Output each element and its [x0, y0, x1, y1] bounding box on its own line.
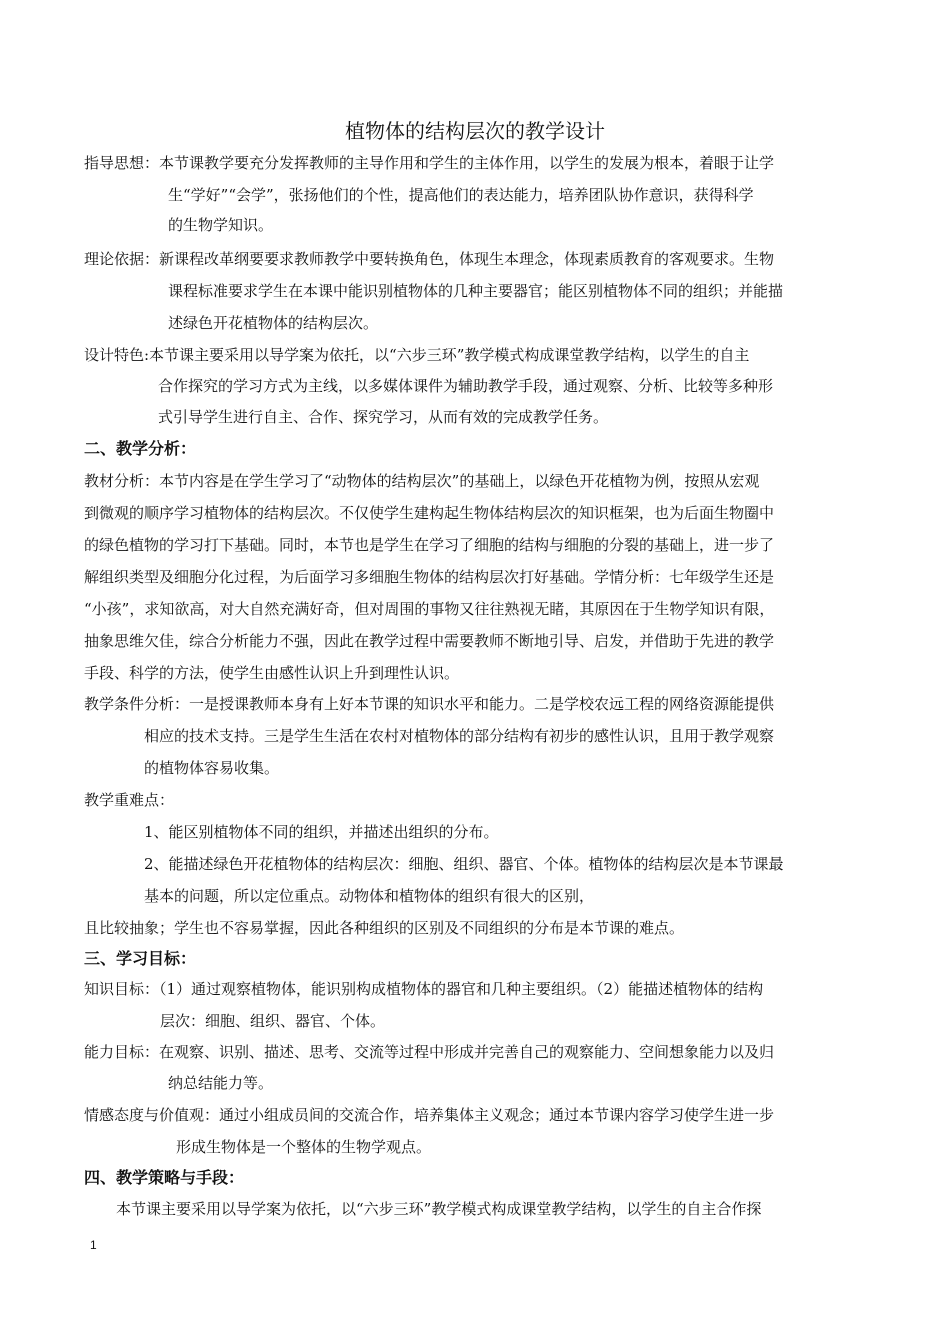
keypoint-2-line-1: 2、能描述绿色开花植物体的结构层次：细胞、组织、器官、个体。植物体的结构层次是本节课最: [144, 855, 784, 873]
analysis-line-5: “小孩”，求知欲高，对大自然充满好奇，但对周围的事物又往往熟视无睹，其原因在于生物学知识有限，: [84, 600, 775, 618]
conditions-line-3: 的植物体容易收集。: [144, 759, 280, 777]
section-heading-3: 三、学习目标：: [84, 949, 197, 968]
analysis-line-2: 到微观的顺序学习植物体的结构层次。不仅使学生建构起生物体结构层次的知识框架，也为后面生物圈中: [84, 504, 775, 522]
conditions-line-2: 相应的技术支持。三是学生生活在农村对植物体的部分结构有初步的感性认识，且用于教学观察: [144, 727, 775, 745]
theory-line-1: 理论依据：新课程改革纲要要求教师教学中要转换角色，体现生本理念，体现素质教育的客观要求。生物: [84, 250, 775, 268]
analysis-line-3: 的绿色植物的学习打下基础。同时，本节也是学生在学习了细胞的结构与细胞的分裂的基础上，进一步了: [84, 536, 775, 554]
emotion-goal-line-2: 形成生物体是一个整体的生物学观点。: [176, 1138, 432, 1156]
strategy-line-1: 本节课主要采用以导学案为依托，以“六步三环”教学模式构成课堂教学结构，以学生的自主合作探: [116, 1200, 762, 1218]
analysis-line-4: 解组织类型及细胞分化过程，为后面学习多细胞生物体的结构层次打好基础。学情分析：七年级学生还是: [84, 568, 775, 586]
keypoint-2-line-2: 基本的问题，所以定位重点。动物体和植物体的组织有很大的区别，: [144, 887, 595, 905]
ability-goal-line-1: 能力目标：在观察、识别、描述、思考、交流等过程中形成并完善自己的观察能力、空间想象能力以及归: [84, 1043, 775, 1061]
knowledge-goal-line-2: 层次：细胞、组织、器官、个体。: [160, 1012, 386, 1030]
analysis-line-6: 抽象思维欠佳，综合分析能力不强，因此在教学过程中需要教师不断地引导、启发，并借助于先进的教学: [84, 632, 775, 650]
theory-line-2: 课程标准要求学生在本课中能识别植物体的几种主要器官；能区别植物体不同的组织；并能描: [168, 282, 784, 300]
keypoint-1: 1、能区别植物体不同的组织，并描述出组织的分布。: [144, 823, 499, 841]
features-line-2: 合作探究的学习方式为主线，以多媒体课件为辅助教学手段，通过观察、分析、比较等多种形: [158, 377, 774, 395]
guiding-line-2: 生“学好”“会学”，张扬他们的个性，提高他们的表达能力，培养团队协作意识，获得科学: [168, 186, 754, 204]
emotion-goal-line-1: 情感态度与价值观：通过小组成员间的交流合作，培养集体主义观念；通过本节课内容学习使学生进一步: [84, 1106, 775, 1124]
guiding-line-3: 的生物学知识。: [168, 216, 274, 234]
keypoints-label: 教学重难点：: [84, 791, 175, 809]
analysis-line-1: 教材分析：本节内容是在学生学习了“动物体的结构层次”的基础上，以绿色开花植物为例，按照从宏观: [84, 472, 760, 490]
conditions-line-1: 教学条件分析：一是授课教师本身有上好本节课的知识水平和能力。二是学校农远工程的网络资源能提供: [84, 695, 775, 713]
theory-line-3: 述绿色开花植物体的结构层次。: [168, 314, 379, 332]
ability-goal-line-2: 纳总结能力等。: [168, 1074, 274, 1092]
features-line-3: 式引导学生进行自主、合作、探究学习，从而有效的完成教学任务。: [158, 408, 609, 426]
features-line-1: 设计特色:本节课主要采用以导学案为依托，以“六步三环”教学模式构成课堂教学结构，以学生的自主: [84, 346, 750, 364]
section-heading-4: 四、教学策略与手段：: [84, 1168, 245, 1187]
document-title: 植物体的结构层次的教学设计: [345, 119, 605, 143]
page-number: 1: [90, 1238, 97, 1252]
keypoint-3: 且比较抽象；学生也不容易掌握，因此各种组织的区别及不同组织的分布是本节课的难点。: [84, 919, 685, 937]
section-heading-2: 二、教学分析：: [84, 439, 197, 458]
knowledge-goal-line-1: 知识目标：（1）通过观察植物体，能识别构成植物体的器官和几种主要组织。（2）能描述植物体的结构: [84, 980, 764, 998]
guiding-line-1: 指导思想：本节课教学要充分发挥教师的主导作用和学生的主体作用，以学生的发展为根本，着眼于让学: [84, 154, 775, 172]
analysis-line-7: 手段、科学的方法，使学生由感性认识上升到理性认识。: [84, 664, 460, 682]
